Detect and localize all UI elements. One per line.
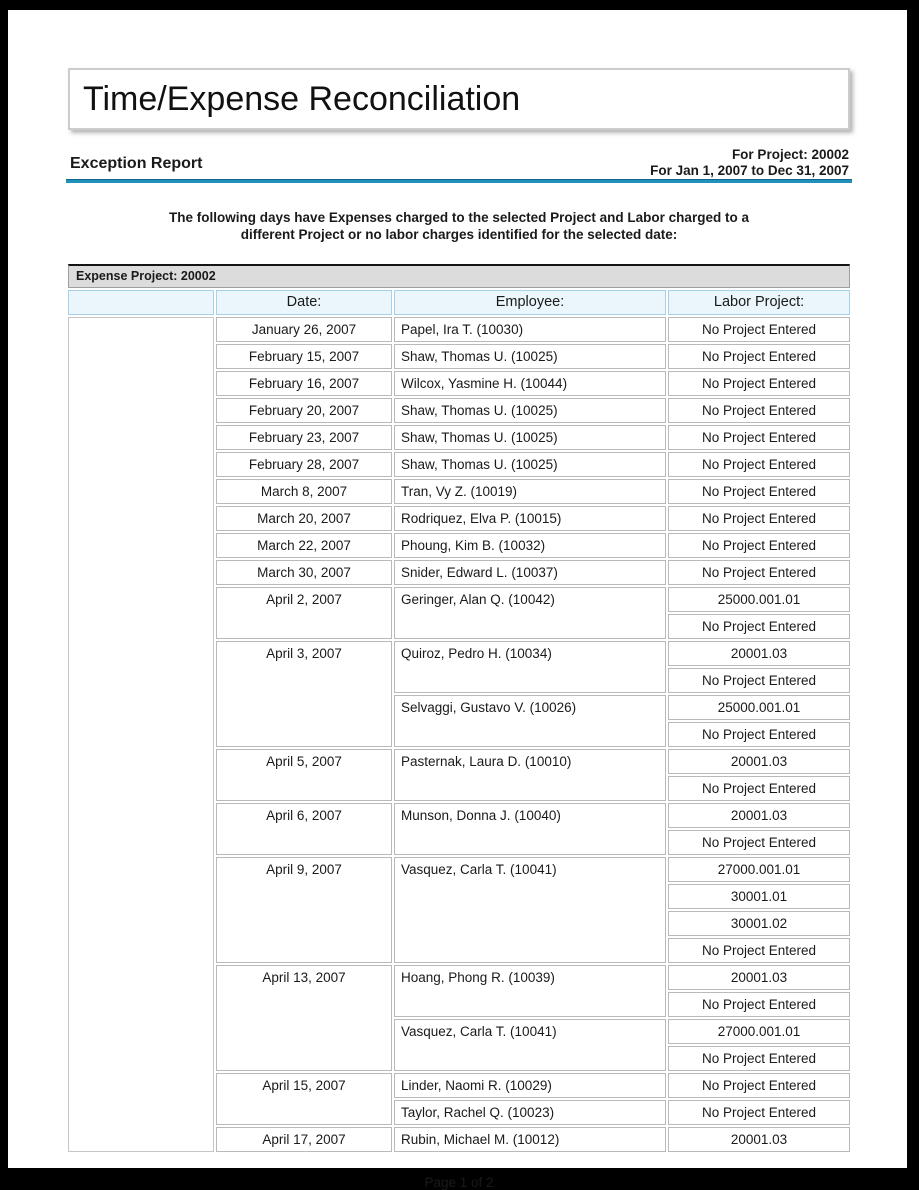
labor-project-cell: No Project Entered <box>668 452 850 477</box>
date-cell: April 2, 2007 <box>216 587 392 639</box>
date-cell: January 26, 2007 <box>216 317 392 342</box>
exception-table <box>66 262 852 1154</box>
date-cell: April 13, 2007 <box>216 965 392 1071</box>
employee-cell: Wilcox, Yasmine H. (10044) <box>394 371 666 396</box>
labor-project-cell: No Project Entered <box>668 1073 850 1098</box>
spacer-cell <box>68 317 214 1152</box>
employee-cell: Hoang, Phong R. (10039) <box>394 965 666 1017</box>
labor-project-cell: 30001.02 <box>668 911 850 936</box>
page-title: Time/Expense Reconciliation <box>83 79 521 118</box>
date-range-label: For Jan 1, 2007 to Dec 31, 2007 <box>650 163 849 178</box>
labor-project-cell: No Project Entered <box>668 533 850 558</box>
employee-cell: Taylor, Rachel Q. (10023) <box>394 1100 666 1125</box>
employee-cell: Shaw, Thomas U. (10025) <box>394 452 666 477</box>
labor-project-cell: No Project Entered <box>668 668 850 693</box>
page-number: Page 1 of 2 <box>424 1175 494 1190</box>
employee-cell: Rodriquez, Elva P. (10015) <box>394 506 666 531</box>
employee-cell: Shaw, Thomas U. (10025) <box>394 425 666 450</box>
labor-project-cell: 20001.03 <box>668 965 850 990</box>
employee-cell: Pasternak, Laura D. (10010) <box>394 749 666 801</box>
date-cell: February 23, 2007 <box>216 425 392 450</box>
labor-project-cell: No Project Entered <box>668 506 850 531</box>
date-cell: March 30, 2007 <box>216 560 392 585</box>
report-page <box>8 10 907 1190</box>
labor-project-cell: 20001.03 <box>668 749 850 774</box>
labor-project-cell: No Project Entered <box>668 938 850 963</box>
labor-project-cell: No Project Entered <box>668 425 850 450</box>
labor-project-cell: 20001.03 <box>668 803 850 828</box>
date-cell: April 17, 2007 <box>216 1127 392 1152</box>
employee-cell: Linder, Naomi R. (10029) <box>394 1073 666 1098</box>
employee-cell: Geringer, Alan Q. (10042) <box>394 587 666 639</box>
date-cell: February 15, 2007 <box>216 344 392 369</box>
column-header-employee: Employee: <box>394 290 666 315</box>
date-cell: April 3, 2007 <box>216 641 392 747</box>
labor-project-cell: No Project Entered <box>668 1046 850 1071</box>
labor-project-cell: No Project Entered <box>668 344 850 369</box>
date-cell: April 15, 2007 <box>216 1073 392 1125</box>
labor-project-cell: 20001.03 <box>668 641 850 666</box>
expense-project-band-row <box>68 264 850 288</box>
expense-project-band: Expense Project: 20002 <box>68 264 850 288</box>
labor-project-cell: No Project Entered <box>668 722 850 747</box>
date-cell: April 6, 2007 <box>216 803 392 855</box>
labor-project-cell: No Project Entered <box>668 1100 850 1125</box>
expense-table-body <box>68 264 850 1152</box>
labor-project-cell: 25000.001.01 <box>668 695 850 720</box>
intro-text: The following days have Expenses charged to the selected Project and Labor charged to a different Project or no labor charges identified for the selected date: <box>169 210 749 242</box>
labor-project-cell: No Project Entered <box>668 317 850 342</box>
employee-cell: Vasquez, Carla T. (10041) <box>394 1019 666 1071</box>
date-cell: March 8, 2007 <box>216 479 392 504</box>
employee-cell: Selvaggi, Gustavo V. (10026) <box>394 695 666 747</box>
employee-cell: Munson, Donna J. (10040) <box>394 803 666 855</box>
for-project-label: For Project: 20002 <box>731 147 849 162</box>
labor-project-cell: No Project Entered <box>668 371 850 396</box>
section-title: Exception Report <box>70 155 203 172</box>
employee-cell: Vasquez, Carla T. (10041) <box>394 857 666 963</box>
date-cell: February 20, 2007 <box>216 398 392 423</box>
report-title-box <box>68 68 850 130</box>
employee-cell: Papel, Ira T. (10030) <box>394 317 666 342</box>
column-header-labor-project: Labor Project: <box>668 290 850 315</box>
labor-project-cell: No Project Entered <box>668 992 850 1017</box>
employee-cell: Tran, Vy Z. (10019) <box>394 479 666 504</box>
date-cell: April 9, 2007 <box>216 857 392 963</box>
labor-project-cell: 25000.001.01 <box>668 587 850 612</box>
labor-project-cell: No Project Entered <box>668 830 850 855</box>
date-cell: March 20, 2007 <box>216 506 392 531</box>
date-cell: March 22, 2007 <box>216 533 392 558</box>
labor-project-cell: 27000.001.01 <box>668 857 850 882</box>
employee-cell: Quiroz, Pedro H. (10034) <box>394 641 666 693</box>
employee-cell: Snider, Edward L. (10037) <box>394 560 666 585</box>
date-cell: February 16, 2007 <box>216 371 392 396</box>
report-subheader <box>66 147 852 179</box>
employee-cell: Shaw, Thomas U. (10025) <box>394 398 666 423</box>
labor-project-cell: No Project Entered <box>668 614 850 639</box>
employee-cell: Phoung, Kim B. (10032) <box>394 533 666 558</box>
labor-project-cell: No Project Entered <box>668 776 850 801</box>
labor-project-cell: 20001.03 <box>668 1127 850 1152</box>
employee-cell: Rubin, Michael M. (10012) <box>394 1127 666 1152</box>
employee-cell: Shaw, Thomas U. (10025) <box>394 344 666 369</box>
labor-project-cell: 27000.001.01 <box>668 1019 850 1044</box>
table-row <box>68 317 850 342</box>
column-header-spacer <box>68 290 214 315</box>
labor-project-cell: 30001.01 <box>668 884 850 909</box>
accent-rule <box>66 179 852 183</box>
report-content <box>66 68 852 1190</box>
column-header-row <box>68 290 850 315</box>
column-header-date: Date: <box>216 290 392 315</box>
date-cell: April 5, 2007 <box>216 749 392 801</box>
labor-project-cell: No Project Entered <box>668 479 850 504</box>
labor-project-cell: No Project Entered <box>668 398 850 423</box>
date-cell: February 28, 2007 <box>216 452 392 477</box>
labor-project-cell: No Project Entered <box>668 560 850 585</box>
project-info <box>650 147 849 179</box>
